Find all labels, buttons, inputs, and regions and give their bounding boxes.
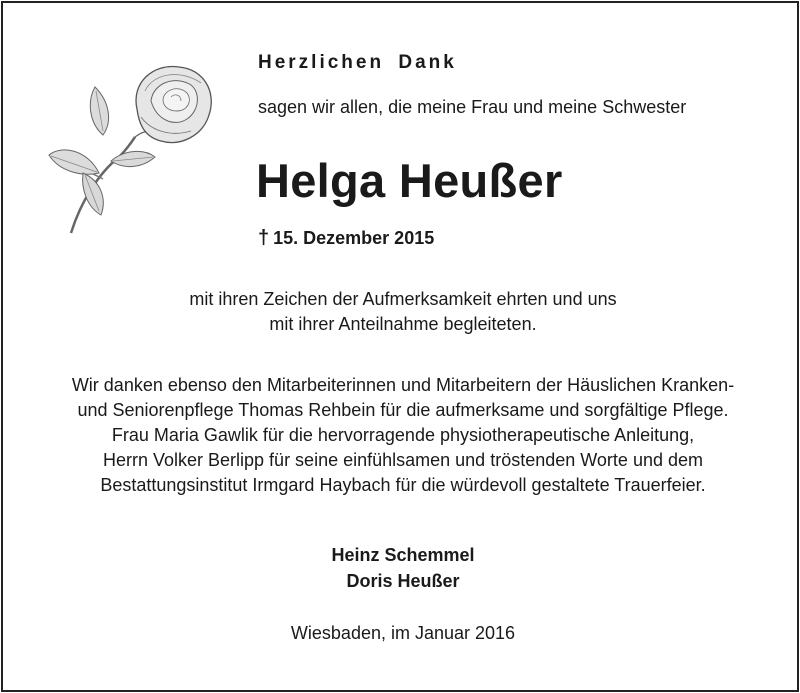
thanks-line: Herrn Volker Berlipp für seine einfühlsamen und tröstenden Worte und dem [102, 450, 703, 470]
death-date: 15. Dezember 2015 [273, 228, 435, 248]
thank-you-notice [1, 1, 799, 692]
honor-paragraph [3, 287, 800, 337]
signer-name: Doris Heußer [346, 571, 460, 591]
signer-name: Heinz Schemmel [331, 545, 475, 565]
thanks-paragraph [3, 373, 800, 498]
intro-text: sagen wir allen, die meine Frau und meine Schwester [258, 97, 687, 117]
rose-icon [41, 61, 221, 241]
thanks-line: und Seniorenpflege Thomas Rehbein für die aufmerksame und sorgfältige Pflege. [77, 400, 729, 420]
honor-line: mit ihrer Anteilnahme begleiteten. [269, 314, 537, 334]
signers-block [3, 542, 800, 594]
thanks-line: Frau Maria Gawlik für die hervorragende physiotherapeutische Anleitung, [111, 425, 695, 445]
notice-heading: Herzlichen Dank [258, 52, 457, 73]
death-date-line [258, 227, 434, 250]
place-date: Wiesbaden, im Januar 2016 [290, 623, 516, 643]
honor-line: mit ihren Zeichen der Aufmerksamkeit ehrten und uns [189, 289, 617, 309]
thanks-line: Bestattungsinstitut Irmgard Haybach für die würdevoll gestaltete Trauerfeier. [100, 475, 706, 495]
thanks-line: Wir danken ebenso den Mitarbeiterinnen und Mitarbeitern der Häuslichen Kranken- [71, 375, 735, 395]
cross-icon: † [258, 227, 270, 249]
deceased-name: Helga Heußer [256, 154, 563, 207]
